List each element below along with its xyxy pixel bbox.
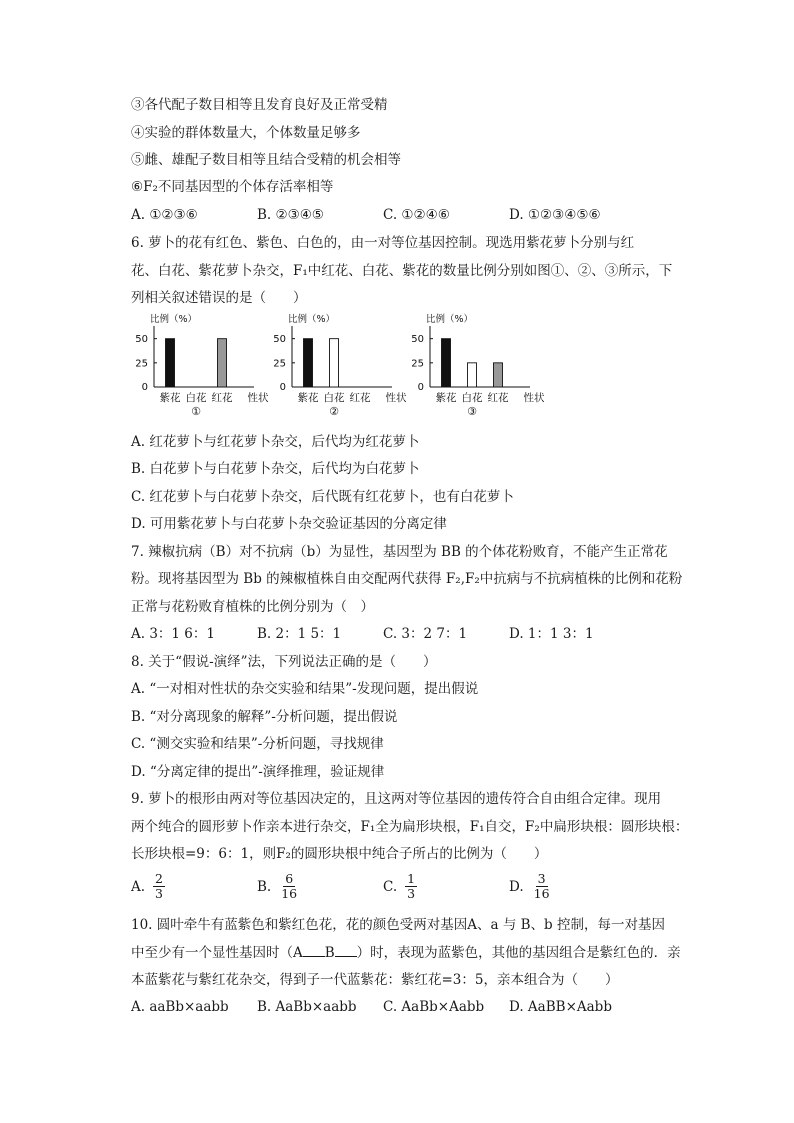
q7-stem-2: 粉。现将基因型为 Bb 的辣椒植株自由交配两代获得 F₂,F₂中抗病与不抗病植株的比例和花粉 (131, 571, 683, 587)
chart-y-tick-label: 50 (273, 334, 286, 346)
chart-number: ① (191, 405, 201, 418)
blank-underline (335, 944, 357, 957)
chart-bar (494, 363, 503, 387)
q7-option-a[interactable]: A. 3：1 6：1 (131, 626, 215, 642)
q9-option-d-label: D. (509, 878, 524, 895)
numerator: 1 (407, 871, 416, 886)
q9-options (131, 872, 691, 908)
chart-number: ③ (467, 405, 477, 418)
chart-category-label: 红花 (349, 392, 371, 404)
option-b[interactable]: B. ②③④⑤ (257, 207, 324, 223)
q6-option-d[interactable]: D. 可用紫花萝卜与白花萝卜杂交验证基因的分离定律 (131, 516, 447, 532)
chart-category-label: 白花 (185, 392, 207, 404)
q6-option-b[interactable]: B. 白花萝卜与白花萝卜杂交，后代均为白花萝卜 (131, 461, 420, 477)
option-a[interactable]: A. ①②③⑥ (131, 207, 198, 223)
q10-stem-2c: ）时，表现为蓝紫色，其他的基因组合是紫红色的．亲 (356, 945, 681, 961)
q9-stem-3: 长形块根=9：6：1，则F₂的圆形块根中纯合子所占的比例为（ ） (131, 846, 548, 862)
chart-xlabel: 性状 (247, 392, 269, 404)
chart-category-label: 红花 (211, 392, 233, 404)
condition-5: ⑤雌、雄配子数目相等且结合受精的机会相等 (131, 152, 401, 168)
q9-option-b-label: B. (257, 878, 272, 895)
fraction (153, 872, 165, 901)
chart-y-tick-label: 25 (135, 358, 148, 370)
q10-option-c[interactable]: C. AaBb×Aabb (383, 999, 485, 1015)
chart-category-label: 白花 (323, 392, 345, 404)
condition-3: ③各代配子数目相等且发育良好及正常受精 (131, 97, 388, 113)
q9-stem-1: 9. 萝卜的根形由两对等位基因决定的，且这两对等位基因的遗传符合自由组合定律。现用 (131, 791, 662, 807)
q8-stem: 8. 关于“假说-演绎”法，下列说法正确的是（ ） (131, 654, 437, 670)
q10-option-d[interactable]: D. AaBB×Aabb (509, 999, 612, 1015)
chart-xlabel: 性状 (385, 392, 407, 404)
q10-stem-2 (131, 944, 681, 962)
condition-6: ⑥F₂不同基因型的个体存活率相等 (131, 179, 334, 195)
numerator: 2 (155, 871, 163, 886)
q6-option-a[interactable]: A. 红花萝卜与红花萝卜杂交，后代均为红花萝卜 (131, 434, 420, 450)
chart-number: ② (329, 405, 339, 418)
q8-option-b[interactable]: B. “对分离现象的解释”-分析问题，提出假说 (131, 709, 398, 725)
q10-stem-1: 10. 圆叶牵牛有蓝紫色和紫红色花，花的颜色受两对基因A、a 与 B、b 控制，每一对基因 (131, 917, 665, 933)
denominator: 16 (533, 886, 550, 901)
chart-category-label: 紫花 (435, 392, 457, 404)
q7-stem-3: 正常与花粉败育植株的比例分别为（ ） (131, 599, 374, 615)
chart-y-tick-label: 0 (417, 382, 424, 393)
chart-bar (304, 339, 313, 387)
q9-option-a[interactable] (131, 872, 165, 901)
fraction (279, 872, 299, 901)
numerator: 3 (537, 871, 546, 886)
q8-option-a[interactable]: A. “一对相对性状的杂交实验和结果”-发现问题，提出假说 (131, 681, 479, 697)
q10-stem-3: 本蓝紫花与紫红花杂交，得到子一代蓝紫花：紫红花=3：5，亲本组合为（ ） (131, 972, 619, 988)
q9-option-b[interactable] (257, 872, 299, 901)
q6-bar-charts (134, 312, 554, 424)
q6-stem-1: 6. 萝卜的花有红色、紫色、白色的，由一对等位基因控制。现选用紫花萝卜分别与红 (131, 235, 635, 251)
chart-y-tick-label: 25 (411, 358, 424, 370)
q7-option-b[interactable]: B. 2：1 5：1 (257, 626, 342, 642)
chart-ylabel: 比例（%） (426, 314, 474, 325)
q8-option-d[interactable]: D. “分离定律的提出”-演绎推理，验证规律 (131, 764, 385, 780)
q9-option-c[interactable] (383, 872, 417, 901)
q6-stem-3: 列相关叙述错误的是（ ） (131, 290, 307, 306)
denominator: 3 (155, 886, 163, 901)
option-d[interactable]: D. ①②③④⑤⑥ (509, 207, 601, 223)
q6-option-c[interactable]: C. 红花萝卜与白花萝卜杂交，后代既有红花萝卜，也有白花萝卜 (131, 489, 514, 505)
q10-stem-2a: 中至少有一个显性基因时（A (131, 945, 303, 961)
blank-underline (303, 944, 325, 957)
chart-bar (218, 339, 227, 387)
chart-ylabel: 比例（%） (150, 314, 198, 325)
chart-ylabel: 比例（%） (288, 314, 336, 325)
q6-charts (134, 312, 554, 424)
chart-y-tick-label: 0 (141, 382, 148, 393)
condition-4: ④实验的群体数量大，个体数量足够多 (131, 125, 361, 141)
fraction (532, 872, 552, 901)
q9-option-a-label: A. (131, 878, 146, 895)
denominator: 16 (281, 886, 298, 901)
chart-bar (166, 339, 175, 387)
denominator: 3 (407, 886, 416, 901)
q6-stem-2: 花、白花、紫花萝卜杂交，F₁中红花、白花、紫花的数量比例分别如图①、②、③所示，下 (131, 263, 673, 279)
fraction (405, 872, 417, 901)
q8-option-c[interactable]: C. “测交实验和结果”-分析问题，寻找规律 (131, 736, 384, 752)
q7-stem-1: 7. 辣椒抗病（B）对不抗病（b）为显性，基因型为 BB 的个体花粉败育，不能产生正常花 (131, 544, 668, 560)
chart-bar (468, 363, 477, 387)
numerator: 6 (285, 871, 294, 886)
chart-category-label: 紫花 (297, 392, 319, 404)
chart-category-label: 红花 (487, 392, 509, 404)
chart-bar (442, 339, 451, 387)
q10-option-a[interactable]: A. aaBb×aabb (131, 999, 229, 1015)
chart-y-tick-label: 25 (273, 358, 286, 370)
chart-y-tick-label: 50 (411, 334, 424, 346)
chart-y-tick-label: 0 (279, 382, 286, 393)
q10-option-b[interactable]: B. AaBb×aabb (257, 999, 357, 1015)
q9-option-d[interactable] (509, 872, 552, 901)
chart-category-label: 白花 (461, 392, 483, 404)
q7-option-c[interactable]: C. 3：2 7：1 (383, 626, 468, 642)
q7-option-d[interactable]: D. 1：1 3：1 (509, 626, 594, 642)
q10-stem-2b: B (324, 945, 335, 961)
chart-bar (330, 339, 339, 387)
chart-y-tick-label: 50 (135, 334, 148, 346)
chart-xlabel: 性状 (523, 392, 545, 404)
chart-category-label: 紫花 (159, 392, 181, 404)
option-c[interactable]: C. ①②④⑥ (383, 207, 450, 223)
q9-option-c-label: C. (383, 878, 398, 895)
q9-stem-2: 两个纯合的圆形萝卜作亲本进行杂交，F₁全为扁形块根，F₁自交，F₂中扁形块根：圆形块根： (131, 819, 689, 835)
